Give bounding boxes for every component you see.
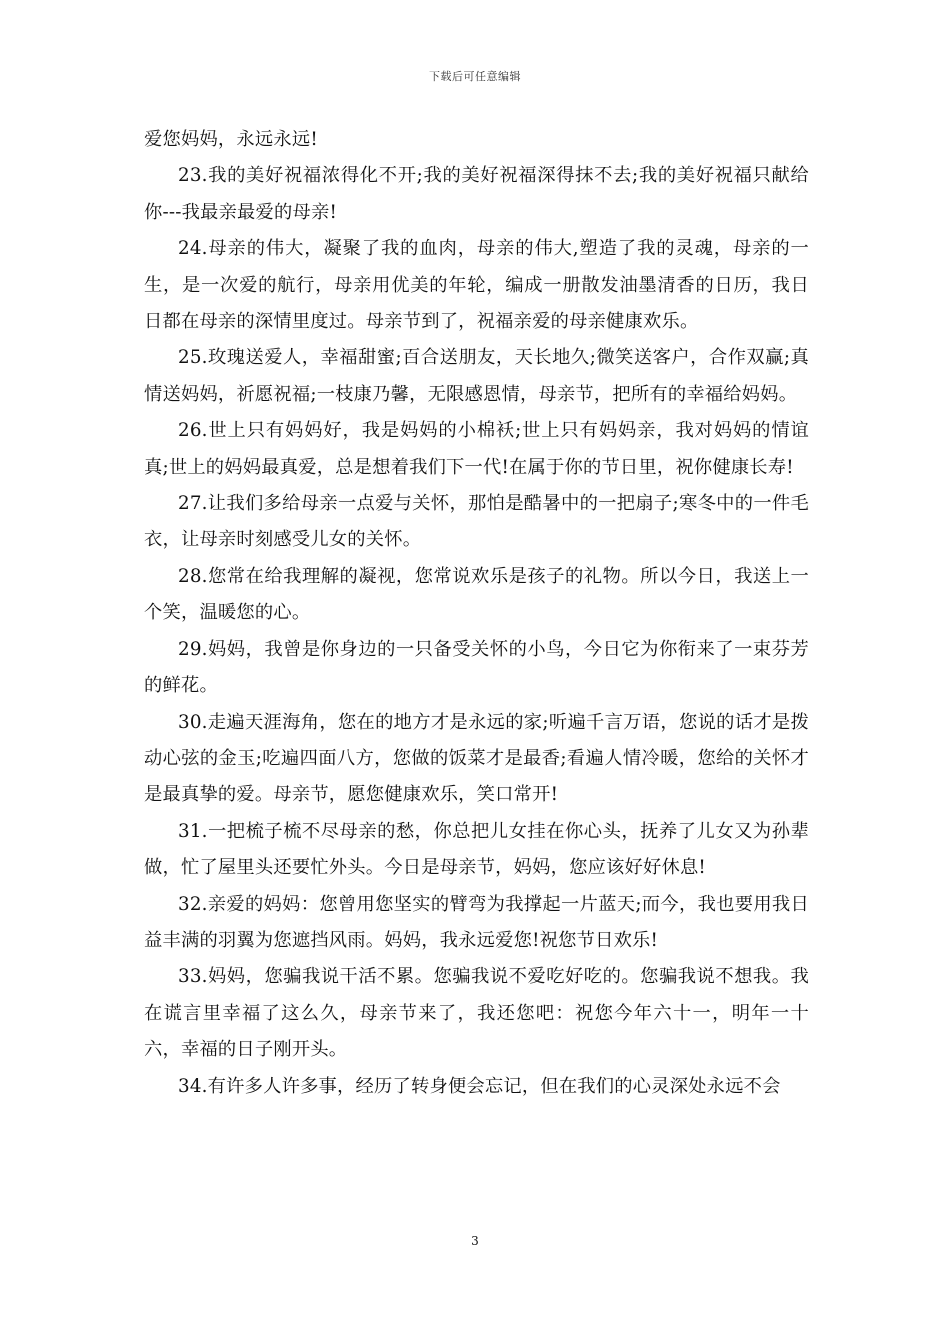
paragraph-34: 34.有许多人许多事，经历了转身便会忘记，但在我们的心灵深处永远不会 [178,1075,781,1097]
paragraph-30: 30.走遍天涯海角，您在的地方才是永远的家;听遍千言万语，您说的话才是拨动心弦的金玉;吃遍四面八方，您做的饭菜才是最香;看遍人情冷暖，您给的关怀才是最真挚的爱。母亲节，愿您健康欢乐，笑口常开! [144,711,809,806]
paragraph-28: 28.您常在给我理解的凝视，您常说欢乐是孩子的礼物。所以今日，我送上一个笑，温暖您的心。 [144,565,809,624]
paragraph-32: 32.亲爱的妈妈：您曾用您坚实的臂弯为我撑起一片蓝天;而今，我也要用我日益丰满的羽翼为您遮挡风雨。妈妈，我永远爱您!祝您节日欢乐! [144,893,809,951]
paragraph-33: 33.妈妈，您骗我说干活不累。您骗我说不爱吃好吃的。您骗我说不想我。我在谎言里幸福了这么久，母亲节来了，我还您吧：祝您今年六十一，明年一十六，幸福的日子刚开头。 [144,966,809,1061]
paragraph-23: 23.我的美好祝福浓得化不开;我的美好祝福深得抹不去;我的美好祝福只献给你---我最亲最爱的母亲! [144,165,809,223]
page-number: 3 [471,1234,479,1248]
document-body [144,122,809,1105]
paragraph-24: 24.母亲的伟大，凝聚了我的血肉，母亲的伟大,塑造了我的灵魂，母亲的一生，是一次爱的航行，母亲用优美的年轮，编成一册散发油墨清香的日历，我日日都在母亲的深情里度过。母亲节到了，祝福亲爱的母亲健康欢乐。 [144,238,809,333]
paragraph-31: 31.一把梳子梳不尽母亲的愁，你总把儿女挂在你心头，抚养了儿女又为孙辈做，忙了屋里头还要忙外头。今日是母亲节，妈妈，您应该好好休息! [144,820,809,879]
page-header: 下载后可任意编辑 [429,70,521,83]
paragraph-continuation: 爱您妈妈，永远永远! [144,129,318,150]
paragraph-25: 25.玫瑰送爱人，幸福甜蜜;百合送朋友，天长地久;微笑送客户，合作双赢;真情送妈妈，祈愿祝福;一枝康乃馨，无限感恩情，母亲节，把所有的幸福给妈妈。 [144,347,809,405]
paragraph-29: 29.妈妈，我曾是你身边的一只备受关怀的小鸟，今日它为你衔来了一束芬芳的鲜花。 [144,638,809,697]
paragraph-27: 27.让我们多给母亲一点爱与关怀，那怕是酷暑中的一把扇子;寒冬中的一件毛衣，让母亲时刻感受儿女的关怀。 [144,493,809,551]
paragraph-26: 26.世上只有妈妈好，我是妈妈的小棉袄;世上只有妈妈亲，我对妈妈的情谊真;世上的妈妈最真爱，总是想着我们下一代!在属于你的节日里，祝你健康长寿! [144,420,809,478]
